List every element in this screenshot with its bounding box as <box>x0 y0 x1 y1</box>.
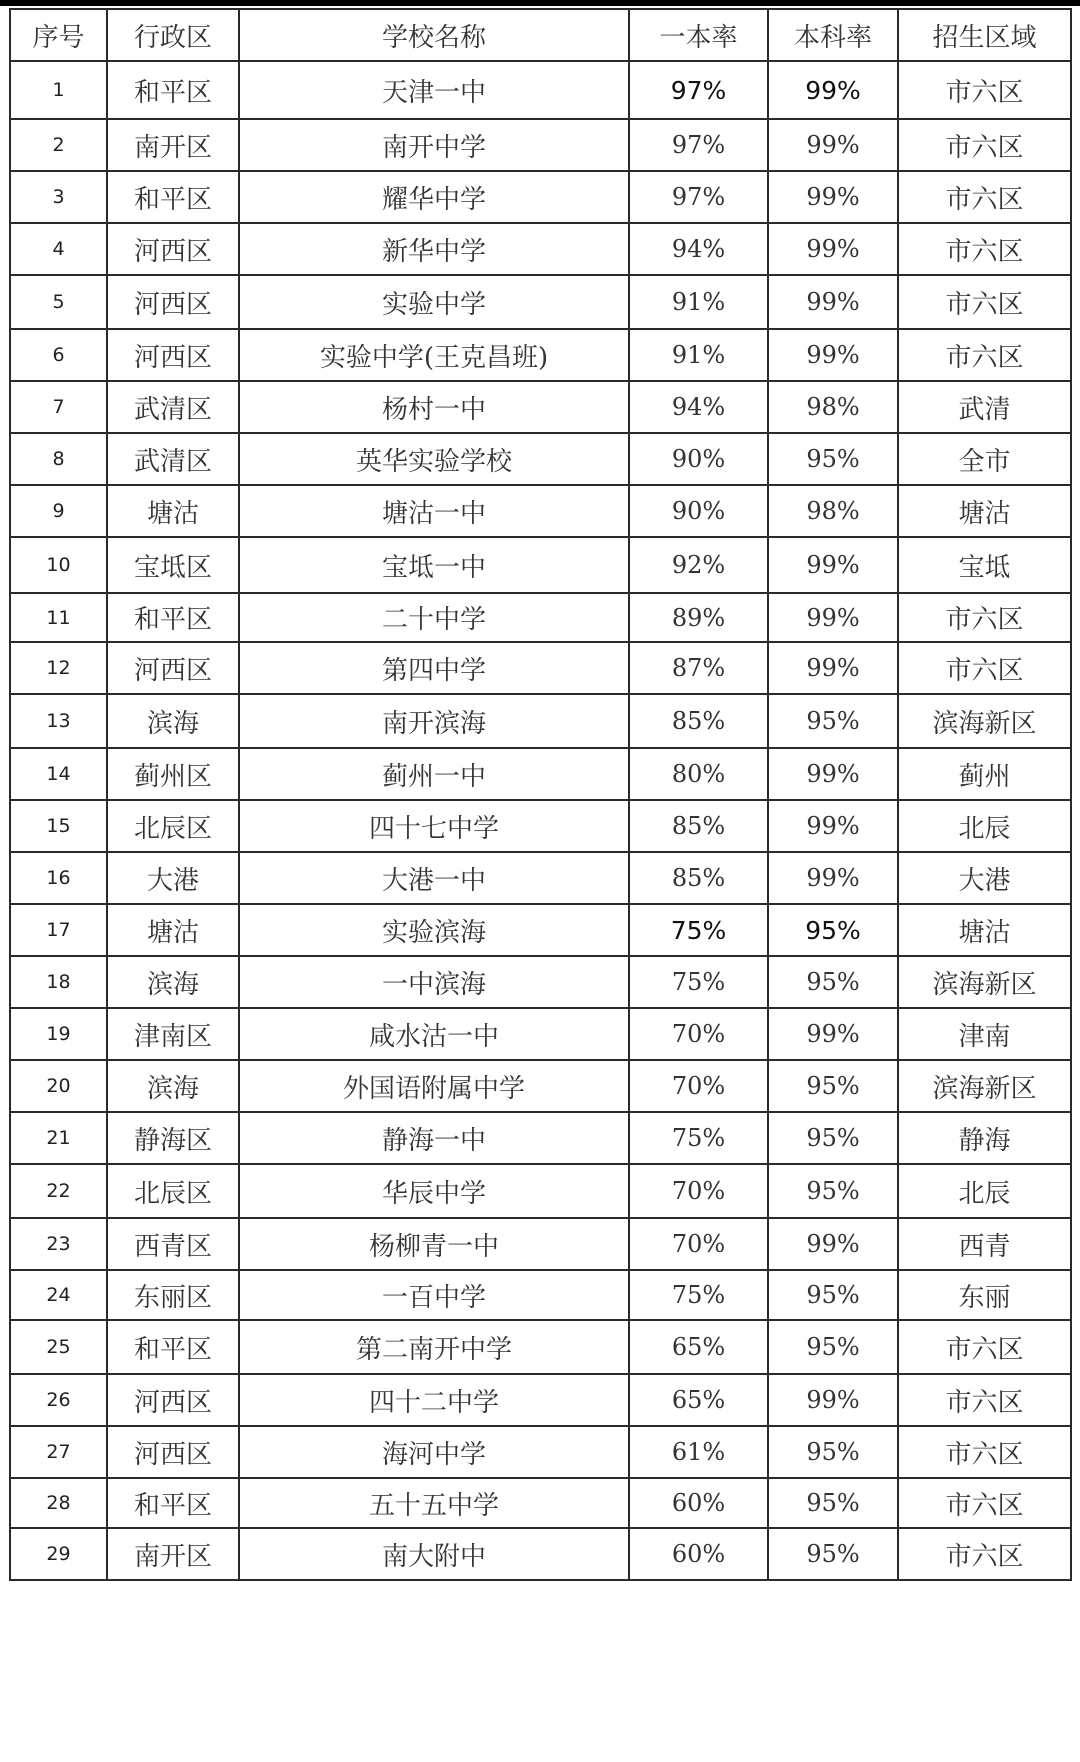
cell-index: 8 <box>10 433 107 485</box>
cell-index: 22 <box>10 1164 107 1218</box>
cell-school-name: 新华中学 <box>239 223 629 275</box>
table-row <box>10 1164 1071 1218</box>
cell-district: 滨海 <box>107 694 239 748</box>
cell-school-name: 外国语附属中学 <box>239 1060 629 1112</box>
table-row <box>10 1270 1071 1320</box>
cell-enrollment-area: 市六区 <box>898 61 1071 119</box>
cell-school-name: 实验中学(王克昌班) <box>239 329 629 381</box>
cell-tier1-rate: 85% <box>629 800 768 852</box>
table-row <box>10 1320 1071 1374</box>
cell-index: 7 <box>10 381 107 433</box>
cell-enrollment-area: 市六区 <box>898 1374 1071 1426</box>
cell-school-name: 杨村一中 <box>239 381 629 433</box>
cell-enrollment-area: 市六区 <box>898 1320 1071 1374</box>
cell-school-name: 四十二中学 <box>239 1374 629 1426</box>
cell-enrollment-area: 滨海新区 <box>898 956 1071 1008</box>
cell-index: 9 <box>10 485 107 537</box>
cell-tier1-rate: 60% <box>629 1528 768 1580</box>
cell-district: 宝坻区 <box>107 537 239 593</box>
cell-undergrad-rate: 95% <box>768 1270 898 1320</box>
cell-enrollment-area: 塘沽 <box>898 904 1071 956</box>
table-row <box>10 904 1071 956</box>
cell-tier1-rate: 89% <box>629 593 768 642</box>
cell-undergrad-rate: 99% <box>768 642 898 694</box>
cell-index: 19 <box>10 1008 107 1060</box>
cell-enrollment-area: 市六区 <box>898 642 1071 694</box>
cell-district: 河西区 <box>107 275 239 329</box>
cell-undergrad-rate: 99% <box>768 275 898 329</box>
table-row <box>10 1374 1071 1426</box>
cell-district: 北辰区 <box>107 800 239 852</box>
cell-school-name: 英华实验学校 <box>239 433 629 485</box>
cell-district: 河西区 <box>107 1374 239 1426</box>
cell-school-name: 实验滨海 <box>239 904 629 956</box>
cell-district: 大港 <box>107 852 239 904</box>
cell-index: 28 <box>10 1478 107 1528</box>
table-row <box>10 433 1071 485</box>
table-row <box>10 223 1071 275</box>
table-row <box>10 593 1071 642</box>
cell-index: 1 <box>10 61 107 119</box>
cell-school-name: 南大附中 <box>239 1528 629 1580</box>
cell-school-name: 大港一中 <box>239 852 629 904</box>
table-row <box>10 61 1071 119</box>
table-row <box>10 694 1071 748</box>
cell-district: 和平区 <box>107 171 239 223</box>
table-row <box>10 1478 1071 1528</box>
header-school-name: 学校名称 <box>239 9 629 61</box>
cell-district: 塘沽 <box>107 485 239 537</box>
table-row <box>10 381 1071 433</box>
cell-enrollment-area: 西青 <box>898 1218 1071 1270</box>
cell-district: 滨海 <box>107 956 239 1008</box>
cell-enrollment-area: 蓟州 <box>898 748 1071 800</box>
cell-tier1-rate: 60% <box>629 1478 768 1528</box>
cell-index: 11 <box>10 593 107 642</box>
cell-undergrad-rate: 99% <box>768 852 898 904</box>
cell-tier1-rate: 70% <box>629 1060 768 1112</box>
table-row <box>10 800 1071 852</box>
cell-school-name: 杨柳青一中 <box>239 1218 629 1270</box>
header-row <box>10 9 1071 61</box>
cell-school-name: 塘沽一中 <box>239 485 629 537</box>
cell-district: 蓟州区 <box>107 748 239 800</box>
cell-tier1-rate: 85% <box>629 852 768 904</box>
table-row <box>10 1218 1071 1270</box>
top-edge-bar <box>0 0 1080 6</box>
cell-enrollment-area: 塘沽 <box>898 485 1071 537</box>
cell-enrollment-area: 市六区 <box>898 1426 1071 1478</box>
cell-tier1-rate: 75% <box>629 1270 768 1320</box>
cell-enrollment-area: 市六区 <box>898 223 1071 275</box>
header-index: 序号 <box>10 9 107 61</box>
header-undergrad-rate: 本科率 <box>768 9 898 61</box>
cell-school-name: 宝坻一中 <box>239 537 629 593</box>
cell-index: 4 <box>10 223 107 275</box>
cell-index: 23 <box>10 1218 107 1270</box>
cell-district: 南开区 <box>107 1528 239 1580</box>
cell-undergrad-rate: 99% <box>768 1008 898 1060</box>
cell-tier1-rate: 70% <box>629 1008 768 1060</box>
table-row <box>10 537 1071 593</box>
cell-index: 5 <box>10 275 107 329</box>
cell-school-name: 静海一中 <box>239 1112 629 1164</box>
cell-tier1-rate: 70% <box>629 1164 768 1218</box>
cell-undergrad-rate: 95% <box>768 1164 898 1218</box>
cell-enrollment-area: 市六区 <box>898 329 1071 381</box>
header-district: 行政区 <box>107 9 239 61</box>
table-row <box>10 1426 1071 1478</box>
cell-undergrad-rate: 95% <box>768 956 898 1008</box>
cell-district: 南开区 <box>107 119 239 171</box>
cell-undergrad-rate: 99% <box>768 748 898 800</box>
cell-undergrad-rate: 95% <box>768 1478 898 1528</box>
cell-school-name: 五十五中学 <box>239 1478 629 1528</box>
table-body <box>10 61 1071 1580</box>
cell-enrollment-area: 静海 <box>898 1112 1071 1164</box>
cell-tier1-rate: 70% <box>629 1218 768 1270</box>
cell-school-name: 华辰中学 <box>239 1164 629 1218</box>
cell-index: 25 <box>10 1320 107 1374</box>
cell-enrollment-area: 市六区 <box>898 593 1071 642</box>
table-row <box>10 275 1071 329</box>
cell-index: 12 <box>10 642 107 694</box>
cell-tier1-rate: 97% <box>629 119 768 171</box>
cell-school-name: 第四中学 <box>239 642 629 694</box>
cell-district: 和平区 <box>107 61 239 119</box>
table-row <box>10 956 1071 1008</box>
cell-enrollment-area: 滨海新区 <box>898 694 1071 748</box>
cell-index: 21 <box>10 1112 107 1164</box>
cell-district: 和平区 <box>107 1478 239 1528</box>
cell-school-name: 蓟州一中 <box>239 748 629 800</box>
cell-enrollment-area: 市六区 <box>898 1528 1071 1580</box>
cell-index: 6 <box>10 329 107 381</box>
table-row <box>10 1112 1071 1164</box>
cell-enrollment-area: 市六区 <box>898 119 1071 171</box>
cell-index: 10 <box>10 537 107 593</box>
cell-undergrad-rate: 99% <box>768 593 898 642</box>
cell-district: 河西区 <box>107 329 239 381</box>
header-tier1-rate: 一本率 <box>629 9 768 61</box>
cell-tier1-rate: 85% <box>629 694 768 748</box>
cell-school-name: 南开中学 <box>239 119 629 171</box>
cell-school-name: 咸水沽一中 <box>239 1008 629 1060</box>
cell-undergrad-rate: 95% <box>768 1426 898 1478</box>
cell-tier1-rate: 90% <box>629 433 768 485</box>
cell-undergrad-rate: 99% <box>768 171 898 223</box>
cell-undergrad-rate: 98% <box>768 485 898 537</box>
cell-tier1-rate: 97% <box>629 171 768 223</box>
cell-school-name: 实验中学 <box>239 275 629 329</box>
cell-tier1-rate: 97% <box>629 61 768 119</box>
table-row <box>10 485 1071 537</box>
cell-district: 和平区 <box>107 1320 239 1374</box>
cell-enrollment-area: 东丽 <box>898 1270 1071 1320</box>
cell-enrollment-area: 武清 <box>898 381 1071 433</box>
cell-district: 武清区 <box>107 433 239 485</box>
cell-undergrad-rate: 98% <box>768 381 898 433</box>
cell-index: 24 <box>10 1270 107 1320</box>
cell-undergrad-rate: 99% <box>768 537 898 593</box>
cell-index: 14 <box>10 748 107 800</box>
cell-undergrad-rate: 99% <box>768 329 898 381</box>
table-row <box>10 642 1071 694</box>
cell-tier1-rate: 75% <box>629 1112 768 1164</box>
cell-tier1-rate: 91% <box>629 275 768 329</box>
header-enrollment-area: 招生区域 <box>898 9 1071 61</box>
cell-enrollment-area: 大港 <box>898 852 1071 904</box>
cell-undergrad-rate: 95% <box>768 1112 898 1164</box>
cell-undergrad-rate: 95% <box>768 1320 898 1374</box>
cell-index: 27 <box>10 1426 107 1478</box>
cell-undergrad-rate: 99% <box>768 800 898 852</box>
table-row <box>10 171 1071 223</box>
cell-enrollment-area: 市六区 <box>898 275 1071 329</box>
cell-district: 西青区 <box>107 1218 239 1270</box>
cell-enrollment-area: 全市 <box>898 433 1071 485</box>
table-row <box>10 119 1071 171</box>
cell-school-name: 天津一中 <box>239 61 629 119</box>
cell-enrollment-area: 北辰 <box>898 800 1071 852</box>
cell-index: 17 <box>10 904 107 956</box>
cell-district: 河西区 <box>107 642 239 694</box>
cell-enrollment-area: 市六区 <box>898 1478 1071 1528</box>
cell-index: 16 <box>10 852 107 904</box>
table-row <box>10 1528 1071 1580</box>
cell-tier1-rate: 61% <box>629 1426 768 1478</box>
cell-index: 20 <box>10 1060 107 1112</box>
cell-district: 津南区 <box>107 1008 239 1060</box>
cell-district: 河西区 <box>107 223 239 275</box>
cell-undergrad-rate: 95% <box>768 1528 898 1580</box>
cell-index: 13 <box>10 694 107 748</box>
cell-district: 和平区 <box>107 593 239 642</box>
cell-undergrad-rate: 95% <box>768 1060 898 1112</box>
cell-tier1-rate: 92% <box>629 537 768 593</box>
cell-school-name: 南开滨海 <box>239 694 629 748</box>
cell-tier1-rate: 80% <box>629 748 768 800</box>
table-row <box>10 852 1071 904</box>
cell-tier1-rate: 94% <box>629 381 768 433</box>
cell-undergrad-rate: 99% <box>768 61 898 119</box>
cell-tier1-rate: 87% <box>629 642 768 694</box>
table-row <box>10 329 1071 381</box>
cell-school-name: 一百中学 <box>239 1270 629 1320</box>
cell-tier1-rate: 65% <box>629 1374 768 1426</box>
cell-tier1-rate: 90% <box>629 485 768 537</box>
cell-undergrad-rate: 99% <box>768 119 898 171</box>
cell-undergrad-rate: 99% <box>768 223 898 275</box>
cell-undergrad-rate: 99% <box>768 1218 898 1270</box>
cell-district: 北辰区 <box>107 1164 239 1218</box>
cell-enrollment-area: 北辰 <box>898 1164 1071 1218</box>
cell-school-name: 海河中学 <box>239 1426 629 1478</box>
cell-undergrad-rate: 95% <box>768 904 898 956</box>
cell-school-name: 一中滨海 <box>239 956 629 1008</box>
cell-enrollment-area: 滨海新区 <box>898 1060 1071 1112</box>
cell-school-name: 第二南开中学 <box>239 1320 629 1374</box>
table-row <box>10 1060 1071 1112</box>
cell-index: 3 <box>10 171 107 223</box>
cell-index: 15 <box>10 800 107 852</box>
cell-district: 滨海 <box>107 1060 239 1112</box>
cell-enrollment-area: 宝坻 <box>898 537 1071 593</box>
cell-tier1-rate: 75% <box>629 956 768 1008</box>
cell-undergrad-rate: 95% <box>768 694 898 748</box>
cell-undergrad-rate: 99% <box>768 1374 898 1426</box>
cell-tier1-rate: 75% <box>629 904 768 956</box>
cell-index: 18 <box>10 956 107 1008</box>
cell-district: 东丽区 <box>107 1270 239 1320</box>
cell-enrollment-area: 津南 <box>898 1008 1071 1060</box>
cell-enrollment-area: 市六区 <box>898 171 1071 223</box>
cell-undergrad-rate: 95% <box>768 433 898 485</box>
cell-tier1-rate: 65% <box>629 1320 768 1374</box>
cell-school-name: 四十七中学 <box>239 800 629 852</box>
cell-index: 29 <box>10 1528 107 1580</box>
cell-school-name: 耀华中学 <box>239 171 629 223</box>
cell-district: 河西区 <box>107 1426 239 1478</box>
cell-district: 塘沽 <box>107 904 239 956</box>
table-row <box>10 748 1071 800</box>
cell-school-name: 二十中学 <box>239 593 629 642</box>
cell-index: 26 <box>10 1374 107 1426</box>
school-rate-table <box>9 8 1072 1581</box>
cell-district: 静海区 <box>107 1112 239 1164</box>
table-header <box>10 9 1071 61</box>
cell-tier1-rate: 91% <box>629 329 768 381</box>
cell-tier1-rate: 94% <box>629 223 768 275</box>
cell-index: 2 <box>10 119 107 171</box>
table-row <box>10 1008 1071 1060</box>
cell-district: 武清区 <box>107 381 239 433</box>
